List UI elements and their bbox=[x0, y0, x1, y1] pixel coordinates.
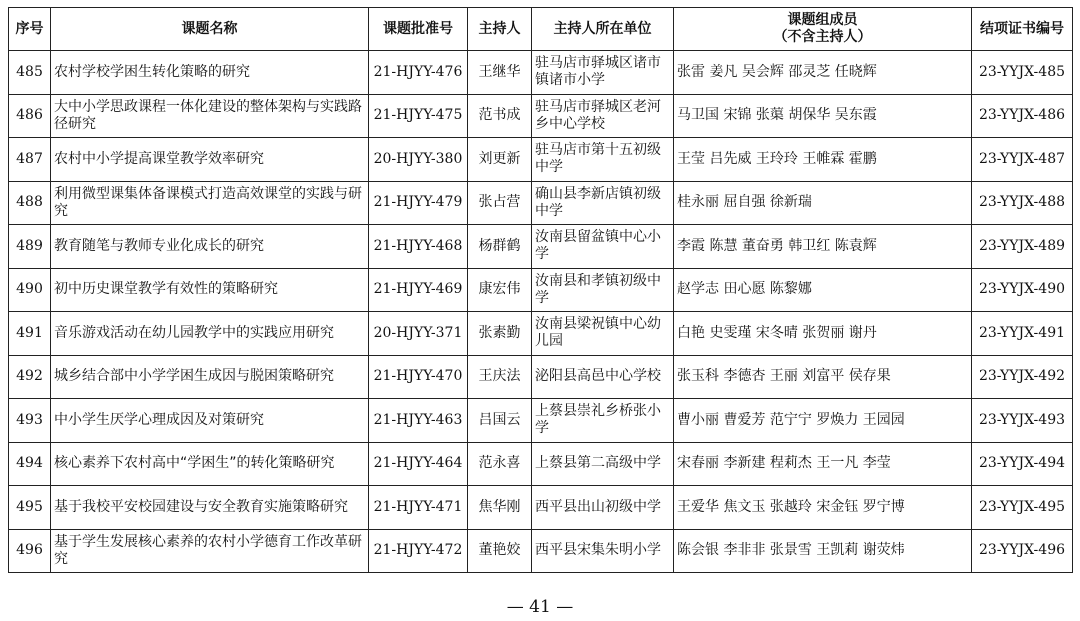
cell-approval: 20-HJYY-380 bbox=[369, 138, 468, 182]
cell-host: 吕国云 bbox=[468, 399, 532, 443]
header-approval: 课题批准号 bbox=[369, 8, 468, 51]
cell-seq: 494 bbox=[9, 442, 51, 486]
cell-cert: 23-YYJX-491 bbox=[972, 312, 1073, 356]
header-host: 主持人 bbox=[468, 8, 532, 51]
cell-cert: 23-YYJX-488 bbox=[972, 181, 1073, 225]
cell-cert: 23-YYJX-487 bbox=[972, 138, 1073, 182]
cell-seq: 491 bbox=[9, 312, 51, 356]
cell-members: 李霞 陈慧 董奋勇 韩卫红 陈袁辉 bbox=[674, 225, 972, 269]
cell-cert: 23-YYJX-489 bbox=[972, 225, 1073, 269]
cell-members: 桂永丽 屈自强 徐新瑞 bbox=[674, 181, 972, 225]
cell-cert: 23-YYJX-490 bbox=[972, 268, 1073, 312]
cell-unit: 泌阳县高邑中心学校 bbox=[532, 355, 674, 399]
cell-cert: 23-YYJX-492 bbox=[972, 355, 1073, 399]
cell-members: 王爱华 焦文玉 张越玲 宋金钰 罗宁博 bbox=[674, 486, 972, 530]
cell-members: 宋春丽 李新建 程莉杰 王一凡 李莹 bbox=[674, 442, 972, 486]
table-body bbox=[9, 51, 1073, 573]
cell-host: 范永喜 bbox=[468, 442, 532, 486]
cell-title: 大中小学思政课程一体化建设的整体架构与实践路径研究 bbox=[51, 94, 369, 138]
cell-unit: 西平县出山初级中学 bbox=[532, 486, 674, 530]
cell-host: 张素勤 bbox=[468, 312, 532, 356]
cell-approval: 21-HJYY-476 bbox=[369, 51, 468, 95]
cell-cert: 23-YYJX-486 bbox=[972, 94, 1073, 138]
table-row bbox=[9, 355, 1073, 399]
cell-approval: 21-HJYY-463 bbox=[369, 399, 468, 443]
table-row bbox=[9, 138, 1073, 182]
cell-cert: 23-YYJX-494 bbox=[972, 442, 1073, 486]
cell-unit: 驻马店市驿城区老河乡中心学校 bbox=[532, 94, 674, 138]
table-row bbox=[9, 94, 1073, 138]
cell-approval: 21-HJYY-475 bbox=[369, 94, 468, 138]
table-row bbox=[9, 529, 1073, 573]
header-title: 课题名称 bbox=[51, 8, 369, 51]
cell-seq: 489 bbox=[9, 225, 51, 269]
cell-host: 范书成 bbox=[468, 94, 532, 138]
cell-unit: 汝南县梁祝镇中心幼儿园 bbox=[532, 312, 674, 356]
results-table bbox=[8, 7, 1073, 573]
cell-title: 基于我校平安校园建设与安全教育实施策略研究 bbox=[51, 486, 369, 530]
table-row bbox=[9, 181, 1073, 225]
table-row bbox=[9, 268, 1073, 312]
header-members: 课题组成员 （不含主持人） bbox=[674, 8, 972, 51]
cell-host: 刘更新 bbox=[468, 138, 532, 182]
table-row bbox=[9, 486, 1073, 530]
cell-host: 王继华 bbox=[468, 51, 532, 95]
cell-approval: 21-HJYY-471 bbox=[369, 486, 468, 530]
cell-unit: 驻马店市第十五初级中学 bbox=[532, 138, 674, 182]
header-seq: 序号 bbox=[9, 8, 51, 51]
cell-unit: 上蔡县第二高级中学 bbox=[532, 442, 674, 486]
cell-title: 城乡结合部中小学学困生成因与脱困策略研究 bbox=[51, 355, 369, 399]
cell-title: 农村中小学提高课堂教学效率研究 bbox=[51, 138, 369, 182]
cell-members: 张玉科 李德杏 王丽 刘富平 侯存果 bbox=[674, 355, 972, 399]
table-row bbox=[9, 51, 1073, 95]
table-row bbox=[9, 225, 1073, 269]
cell-unit: 确山县李新店镇初级中学 bbox=[532, 181, 674, 225]
cell-approval: 20-HJYY-371 bbox=[369, 312, 468, 356]
cell-host: 杨群鹤 bbox=[468, 225, 532, 269]
cell-approval: 21-HJYY-470 bbox=[369, 355, 468, 399]
cell-unit: 西平县宋集朱明小学 bbox=[532, 529, 674, 573]
table-row bbox=[9, 399, 1073, 443]
results-table-container bbox=[8, 7, 1072, 573]
cell-approval: 21-HJYY-464 bbox=[369, 442, 468, 486]
cell-title: 音乐游戏活动在幼儿园教学中的实践应用研究 bbox=[51, 312, 369, 356]
cell-unit: 汝南县和孝镇初级中学 bbox=[532, 268, 674, 312]
cell-seq: 493 bbox=[9, 399, 51, 443]
cell-title: 教育随笔与教师专业化成长的研究 bbox=[51, 225, 369, 269]
cell-approval: 21-HJYY-469 bbox=[369, 268, 468, 312]
cell-members: 曹小丽 曹爱芳 范宁宁 罗焕力 王园园 bbox=[674, 399, 972, 443]
cell-members: 张雷 姜凡 吴会辉 邵灵芝 任晓辉 bbox=[674, 51, 972, 95]
cell-host: 王庆法 bbox=[468, 355, 532, 399]
header-cert: 结项证书编号 bbox=[972, 8, 1073, 51]
cell-host: 董艳姣 bbox=[468, 529, 532, 573]
cell-title: 利用微型课集体备课模式打造高效课堂的实践与研究 bbox=[51, 181, 369, 225]
page-number: — 41 — bbox=[506, 597, 574, 617]
cell-title: 基于学生发展核心素养的农村小学德育工作改革研究 bbox=[51, 529, 369, 573]
cell-host: 康宏伟 bbox=[468, 268, 532, 312]
cell-unit: 驻马店市驿城区诸市镇诸市小学 bbox=[532, 51, 674, 95]
cell-seq: 495 bbox=[9, 486, 51, 530]
header-row bbox=[9, 8, 1073, 51]
cell-seq: 486 bbox=[9, 94, 51, 138]
cell-seq: 487 bbox=[9, 138, 51, 182]
cell-title: 农村学校学困生转化策略的研究 bbox=[51, 51, 369, 95]
cell-approval: 21-HJYY-468 bbox=[369, 225, 468, 269]
cell-host: 焦华刚 bbox=[468, 486, 532, 530]
header-unit: 主持人所在单位 bbox=[532, 8, 674, 51]
cell-title: 核心素养下农村高中“学困生”的转化策略研究 bbox=[51, 442, 369, 486]
cell-seq: 492 bbox=[9, 355, 51, 399]
cell-cert: 23-YYJX-495 bbox=[972, 486, 1073, 530]
cell-unit: 汝南县留盆镇中心小学 bbox=[532, 225, 674, 269]
table-row bbox=[9, 442, 1073, 486]
cell-seq: 485 bbox=[9, 51, 51, 95]
cell-title: 初中历史课堂教学有效性的策略研究 bbox=[51, 268, 369, 312]
cell-cert: 23-YYJX-485 bbox=[972, 51, 1073, 95]
cell-cert: 23-YYJX-496 bbox=[972, 529, 1073, 573]
cell-members: 马卫国 宋锦 张蕖 胡保华 吴东霞 bbox=[674, 94, 972, 138]
cell-members: 赵学志 田心愿 陈黎娜 bbox=[674, 268, 972, 312]
cell-seq: 496 bbox=[9, 529, 51, 573]
cell-title: 中小学生厌学心理成因及对策研究 bbox=[51, 399, 369, 443]
cell-members: 陈会银 李非非 张景雪 王凯莉 谢荧炜 bbox=[674, 529, 972, 573]
cell-approval: 21-HJYY-479 bbox=[369, 181, 468, 225]
cell-members: 白艳 史雯瑾 宋冬晴 张贺丽 谢丹 bbox=[674, 312, 972, 356]
cell-members: 王莹 吕先威 王玲玲 王帷霖 霍鹏 bbox=[674, 138, 972, 182]
cell-approval: 21-HJYY-472 bbox=[369, 529, 468, 573]
cell-unit: 上蔡县崇礼乡桥张小学 bbox=[532, 399, 674, 443]
cell-cert: 23-YYJX-493 bbox=[972, 399, 1073, 443]
cell-seq: 488 bbox=[9, 181, 51, 225]
table-row bbox=[9, 312, 1073, 356]
cell-seq: 490 bbox=[9, 268, 51, 312]
cell-host: 张占营 bbox=[468, 181, 532, 225]
